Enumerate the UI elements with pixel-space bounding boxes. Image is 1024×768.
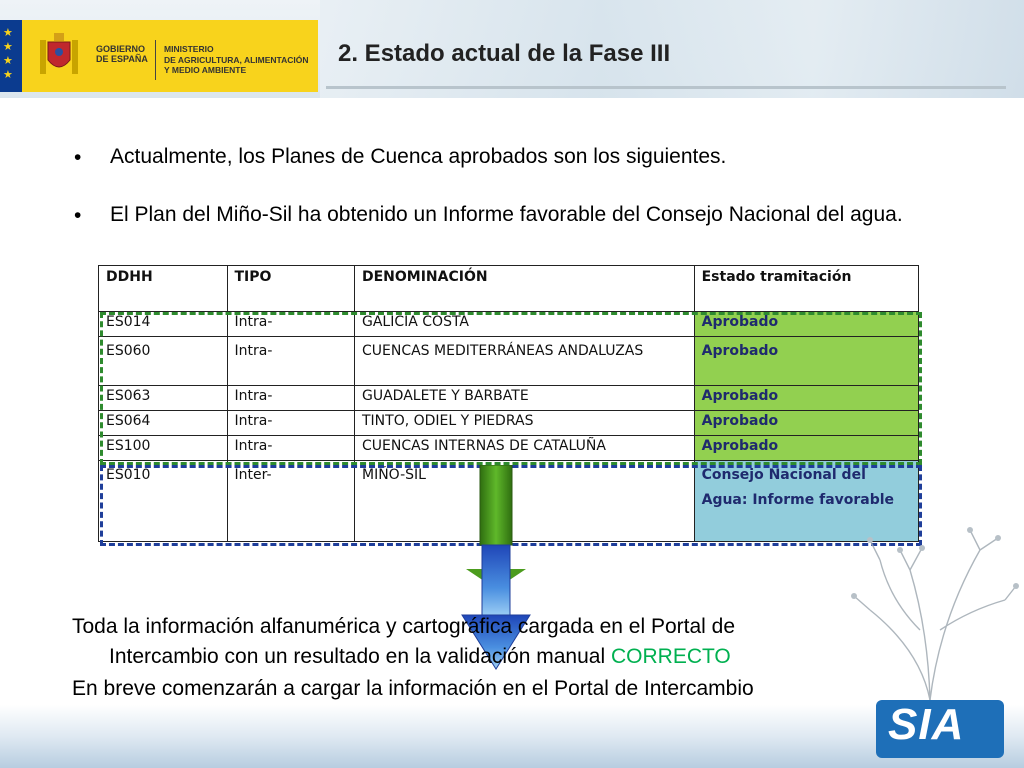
- cell-tipo: Inter-: [227, 461, 354, 542]
- column-header-denominacion: DENOMINACIÓN: [354, 266, 694, 312]
- cell-denominacion: GALICIA COSTA: [354, 312, 694, 337]
- cell-estado: Aprobado: [694, 337, 918, 386]
- cell-tipo: Intra-: [227, 411, 354, 436]
- column-header-ddhh: DDHH: [99, 266, 228, 312]
- cell-denominacion: MIÑO-SIL: [354, 461, 694, 542]
- bullet-text: Actualmente, los Planes de Cuenca aprobados son los siguientes.: [110, 145, 727, 168]
- cell-denominacion: GUADALETE Y BARBATE: [354, 386, 694, 411]
- bullet-mark: •: [74, 204, 82, 227]
- cell-denominacion: CUENCAS INTERNAS DE CATALUÑA: [354, 436, 694, 461]
- cell-denominacion: TINTO, ODIEL Y PIEDRAS: [354, 411, 694, 436]
- header-rule: [326, 86, 1006, 89]
- ministry-line: DE AGRICULTURA, ALIMENTACIÓN: [164, 54, 309, 65]
- ministry-line: Y MEDIO AMBIENTE: [164, 65, 247, 75]
- cell-ddhh: ES010: [99, 461, 228, 542]
- eu-stars-icon: ★ ★ ★ ★: [3, 27, 13, 81]
- bullet-mark: •: [74, 146, 82, 169]
- cell-ddhh: ES100: [99, 436, 228, 461]
- cell-estado: Aprobado: [694, 411, 918, 436]
- logo-divider: [155, 40, 156, 80]
- cell-tipo: Intra-: [227, 312, 354, 337]
- validation-paragraph: [72, 612, 892, 672]
- ministry-line: MINISTERIO: [164, 44, 214, 54]
- next-steps-paragraph: En breve comenzarán a cargar la información en el Portal de Intercambio: [72, 677, 754, 700]
- bullet-text: El Plan del Miño-Sil ha obtenido un Informe favorable del Consejo Nacional del agua.: [110, 203, 903, 226]
- cell-denominacion: CUENCAS MEDITERRÁNEAS ANDALUZAS: [354, 337, 694, 386]
- slide-title: 2. Estado actual de la Fase III: [338, 40, 671, 67]
- validation-text: Intercambio con un resultado en la validación manual: [109, 645, 611, 668]
- government-label: [96, 44, 148, 64]
- validation-status: CORRECTO: [610, 645, 731, 668]
- cell-ddhh: ES064: [99, 411, 228, 436]
- cell-tipo: Intra-: [227, 386, 354, 411]
- sia-logo-text: SIA: [888, 700, 965, 749]
- footer-band: [0, 705, 1024, 768]
- gov-line: DE ESPAÑA: [96, 54, 148, 64]
- approved-highlight-box: [100, 312, 922, 465]
- cell-tipo: Intra-: [227, 436, 354, 461]
- validation-line: Toda la información alfanumérica y cartográfica cargada en el Portal de: [72, 615, 736, 638]
- cell-ddhh: ES014: [99, 312, 228, 337]
- cell-estado: Aprobado: [694, 312, 918, 337]
- validation-line: [72, 642, 892, 672]
- gov-line: GOBIERNO: [96, 44, 146, 54]
- ministry-label: [164, 44, 309, 76]
- cell-estado: Consejo Nacional del Agua: Informe favorable: [694, 461, 918, 542]
- table-header-row: [99, 266, 919, 312]
- cell-ddhh: ES060: [99, 337, 228, 386]
- coat-of-arms-icon: [34, 30, 84, 80]
- column-header-tipo: TIPO: [227, 266, 354, 312]
- column-header-estado: Estado tramitación: [694, 266, 918, 312]
- cell-ddhh: ES063: [99, 386, 228, 411]
- cell-tipo: Intra-: [227, 337, 354, 386]
- cell-estado: Aprobado: [694, 436, 918, 461]
- cell-estado: Aprobado: [694, 386, 918, 411]
